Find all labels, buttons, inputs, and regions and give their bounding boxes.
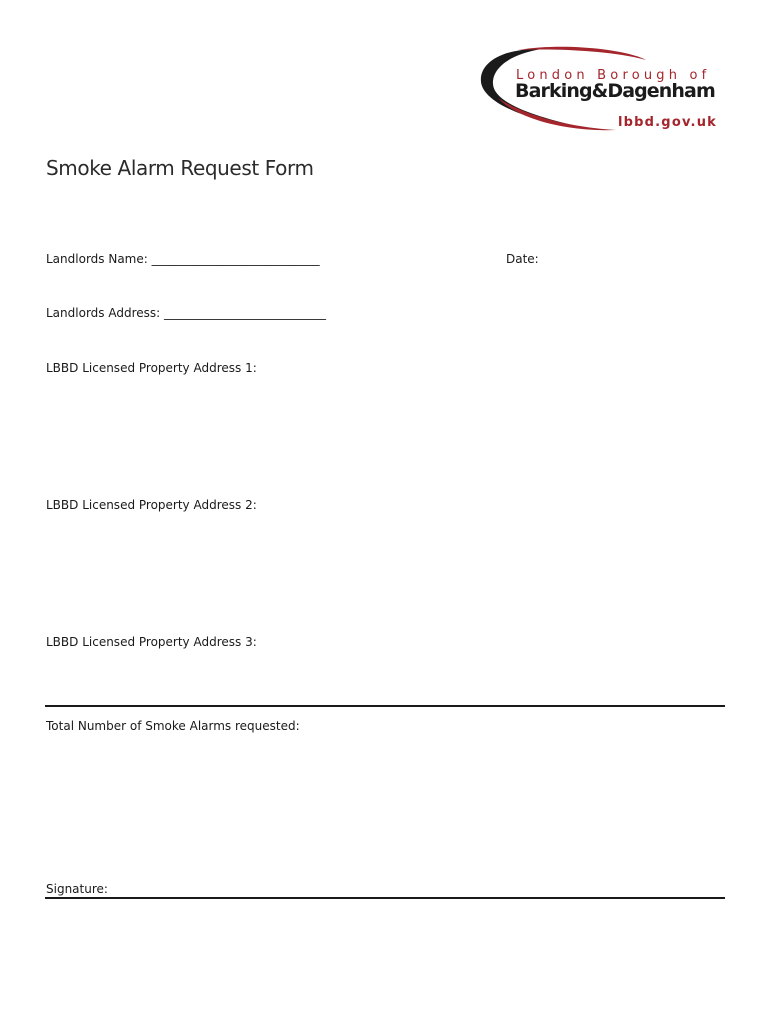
property-address-3-field[interactable]: LBBD Licensed Property Address 3: [46, 635, 257, 649]
section-divider-bottom [45, 897, 725, 899]
logo-line-name: Barking&Dagenham [515, 80, 715, 102]
section-divider-top [45, 705, 725, 707]
property-address-2-field[interactable]: LBBD Licensed Property Address 2: [46, 498, 257, 512]
logo-line-borough: London Borough of [516, 68, 711, 83]
form-title: Smoke Alarm Request Form [46, 156, 314, 180]
council-logo [478, 44, 718, 136]
total-smoke-alarms-field[interactable]: Total Number of Smoke Alarms requested: [46, 719, 300, 733]
landlords-name-field[interactable]: Landlords Name: ____________________________ [46, 252, 320, 266]
signature-field[interactable]: Signature: [46, 882, 108, 896]
landlords-address-field[interactable]: Landlords Address: ___________________________ [46, 306, 326, 320]
logo-url: lbbd.gov.uk [618, 115, 718, 130]
property-address-1-field[interactable]: LBBD Licensed Property Address 1: [46, 361, 257, 375]
date-field[interactable]: Date: [506, 252, 539, 266]
